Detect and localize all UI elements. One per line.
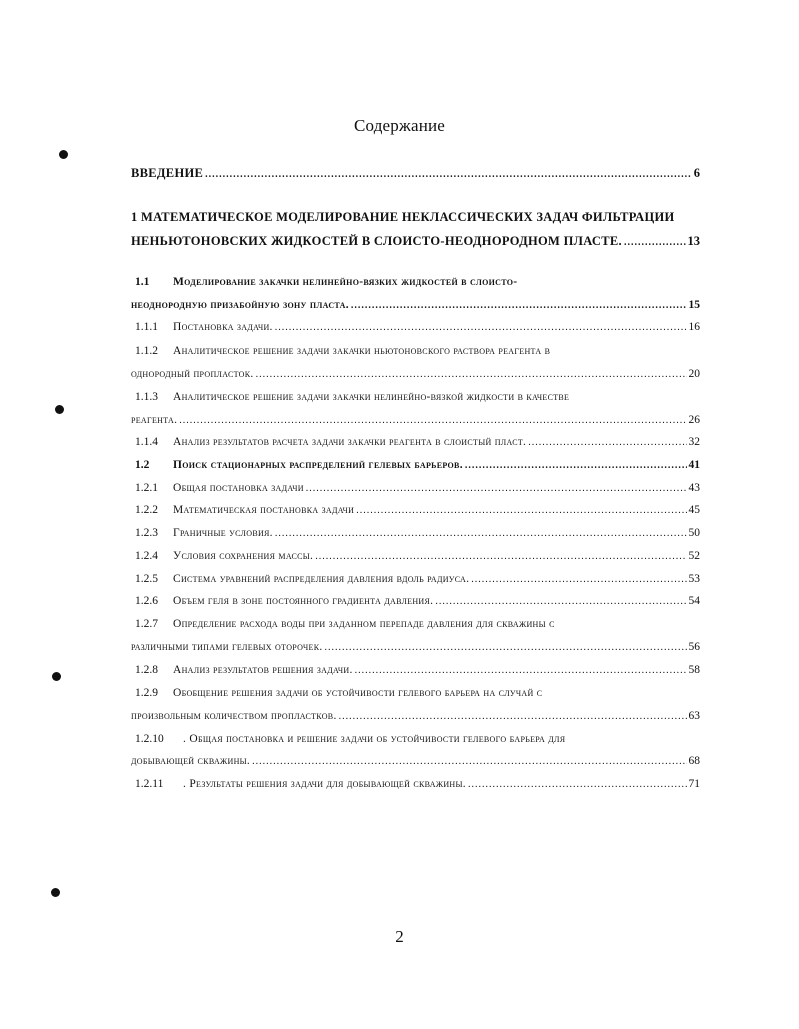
dot-leader [275, 528, 687, 539]
toc-entry-1-2-9-line-1[interactable] [135, 687, 700, 707]
dot-leader [351, 300, 687, 311]
toc-entry-text: . Общая постановка и решение задачи об устойчивости гелевого барьера для [183, 733, 566, 745]
toc-page-number: 15 [688, 299, 700, 311]
toc-section-number: 1.2.9 [135, 687, 158, 699]
dot-leader [179, 415, 686, 426]
binder-hole-mark [51, 888, 60, 897]
toc-entry-text: произвольным количеством пропластков. [131, 710, 337, 722]
toc-entry-text: Общая постановка задачи [173, 482, 304, 494]
dot-leader [468, 779, 687, 790]
toc-page-number: 68 [688, 755, 700, 767]
toc-page-number: 32 [688, 436, 700, 448]
toc-page-number: 71 [688, 778, 700, 790]
toc-section-number: 1.1 [135, 276, 150, 288]
toc-entry-1-1-1[interactable] [135, 321, 700, 341]
toc-entry-text: Граничные условия. [173, 527, 273, 539]
dot-leader [355, 665, 687, 676]
toc-entry-text: Условия сохранения массы. [173, 550, 314, 562]
toc-section-number: 1.1.2 [135, 345, 158, 357]
toc-entry-1-2[interactable] [135, 459, 700, 479]
dot-leader [315, 551, 686, 562]
toc-entry-text: Аналитическое решение задачи закачки ньютоновского раствора реагента в [173, 345, 551, 357]
toc-entry-text: Объем геля в зоне постоянного градиента давления. [173, 595, 434, 607]
toc-entry-text: Анализ результатов расчета задачи закачки реагента в слоистый пласт. [173, 436, 527, 448]
toc-page-number: 54 [688, 595, 700, 607]
toc-entry-1-2-7-line-1[interactable] [135, 618, 700, 638]
dot-leader [465, 460, 687, 471]
toc-entry-1-1-2-line-2[interactable] [131, 368, 700, 388]
dot-leader [528, 437, 686, 448]
toc-section-number: 1.2.8 [135, 664, 158, 676]
toc-page-number: 6 [693, 166, 700, 180]
toc-page-number: 20 [688, 368, 700, 380]
toc-entry-text: Математическая постановка задачи [173, 504, 355, 516]
dot-leader [624, 237, 686, 248]
dot-leader [471, 574, 686, 585]
toc-page-number: 45 [688, 504, 700, 516]
toc-section-number: 1.2.11 [135, 778, 164, 790]
dot-leader [275, 322, 687, 333]
toc-entry-text: НЕНЬЮТОНОВСКИХ ЖИДКОСТЕЙ В СЛОИСТО-НЕОДНОРОДНОМ ПЛАСТЕ. [131, 234, 622, 248]
toc-section-number: 1.1.1 [135, 321, 158, 333]
toc-entry-1-2-4[interactable] [135, 550, 700, 570]
toc-section-number: 1.2.4 [135, 550, 158, 562]
toc-entry-1-1-line-1[interactable] [135, 276, 700, 296]
toc-section-number: 1.1.4 [135, 436, 158, 448]
toc-page-number: 43 [688, 482, 700, 494]
toc-section-number: 1.2.1 [135, 482, 158, 494]
toc-entry-1-2-9-line-2[interactable] [131, 710, 700, 730]
toc-entry-chapter-1-line-1[interactable] [131, 210, 700, 230]
dot-leader [435, 596, 686, 607]
toc-entry-text: Обобщение решения задачи об устойчивости гелевого барьера на случай с [173, 687, 543, 699]
toc-entry-text: неоднородную призабойную зону пласта. [131, 299, 349, 311]
toc-section-number: 1.2.6 [135, 595, 158, 607]
toc-entry-1-2-7-line-2[interactable] [131, 641, 700, 661]
binder-hole-mark [55, 405, 64, 414]
page-title: Содержание [353, 116, 446, 135]
toc-section-number: 1.2.5 [135, 573, 158, 585]
toc-section-number: 1.2.2 [135, 504, 158, 516]
toc-entry-1-1-3-line-1[interactable] [135, 391, 700, 411]
toc-page-number: 56 [688, 641, 700, 653]
dot-leader [306, 483, 687, 494]
dot-leader [252, 756, 686, 767]
toc-entry-1-1-line-2[interactable] [131, 299, 700, 319]
toc-section-number: 1.1.3 [135, 391, 158, 403]
toc-entry-text: реагента. [131, 414, 178, 426]
toc-entry-1-2-1[interactable] [135, 482, 700, 502]
toc-entry-text: добывающей скважины. [131, 755, 251, 767]
toc-entry-text: различными типами гелевых оторочек. [131, 641, 323, 653]
toc-entry-text: Система уравнений распределения давления вдоль радиуса. [173, 573, 470, 585]
binder-hole-mark [52, 672, 61, 681]
toc-entry-1-2-6[interactable] [135, 595, 700, 615]
toc-page-number: 41 [688, 459, 700, 471]
toc-section-number: 1.2 [135, 459, 150, 471]
binder-hole-mark [59, 150, 68, 159]
toc-page-number: 16 [688, 321, 700, 333]
toc-entry-1-2-5[interactable] [135, 573, 700, 593]
dot-leader [325, 642, 687, 653]
toc-page-number: 58 [688, 664, 700, 676]
toc-entry-text: Аналитическое решение задачи закачки нелинейно-вязкой жидкости в качестве [173, 391, 570, 403]
toc-section-number: 1.2.3 [135, 527, 158, 539]
toc-entry-introduction[interactable] [131, 166, 700, 186]
dot-leader [256, 369, 687, 380]
toc-entry-text: Моделирование закачки нелинейно-вязких жидкостей в слоисто- [173, 276, 518, 288]
toc-page-number: 26 [688, 414, 700, 426]
toc-entry-1-1-2-line-1[interactable] [135, 345, 700, 365]
toc-entry-1-2-11[interactable] [135, 778, 700, 798]
toc-entry-1-2-2[interactable] [135, 504, 700, 524]
toc-entry-text: Поиск стационарных распределений гелевых барьеров. [173, 459, 463, 471]
toc-page-number: 52 [688, 550, 700, 562]
toc-entry-text: однородный пропласток. [131, 368, 254, 380]
toc-entry-chapter-1-line-2[interactable] [131, 234, 700, 254]
dot-leader [205, 169, 692, 180]
toc-page-number: 50 [688, 527, 700, 539]
toc-entry-1-2-3[interactable] [135, 527, 700, 547]
toc-entry-1-2-10-line-1[interactable] [135, 733, 700, 753]
dot-leader [356, 505, 686, 516]
dot-leader [339, 711, 687, 722]
toc-page-number: 13 [687, 234, 700, 248]
toc-entry-text: 1 МАТЕМАТИЧЕСКОЕ МОДЕЛИРОВАНИЕ НЕКЛАССИЧЕСКИХ ЗАДАЧ ФИЛЬТРАЦИИ [131, 210, 675, 224]
toc-entry-text: Анализ результатов решения задачи. [173, 664, 353, 676]
toc-entry-1-1-3-line-2[interactable] [131, 414, 700, 434]
toc-entry-1-2-8[interactable] [135, 664, 700, 684]
toc-entry-1-2-10-line-2[interactable] [131, 755, 700, 775]
toc-entry-text: ВВЕДЕНИЕ [131, 166, 204, 180]
toc-page-number: 63 [688, 710, 700, 722]
toc-entry-text: Определение расхода воды при заданном перепаде давления для скважины с [173, 618, 555, 630]
toc-section-number: 1.2.7 [135, 618, 158, 630]
toc-page-number: 53 [688, 573, 700, 585]
toc-entry-text: Постановка задачи. [173, 321, 273, 333]
toc-entry-text: . Результаты решения задачи для добывающей скважины. [183, 778, 466, 790]
toc-entry-1-1-4[interactable] [135, 436, 700, 456]
page-number: 2 [395, 927, 404, 946]
toc-section-number: 1.2.10 [135, 733, 164, 745]
